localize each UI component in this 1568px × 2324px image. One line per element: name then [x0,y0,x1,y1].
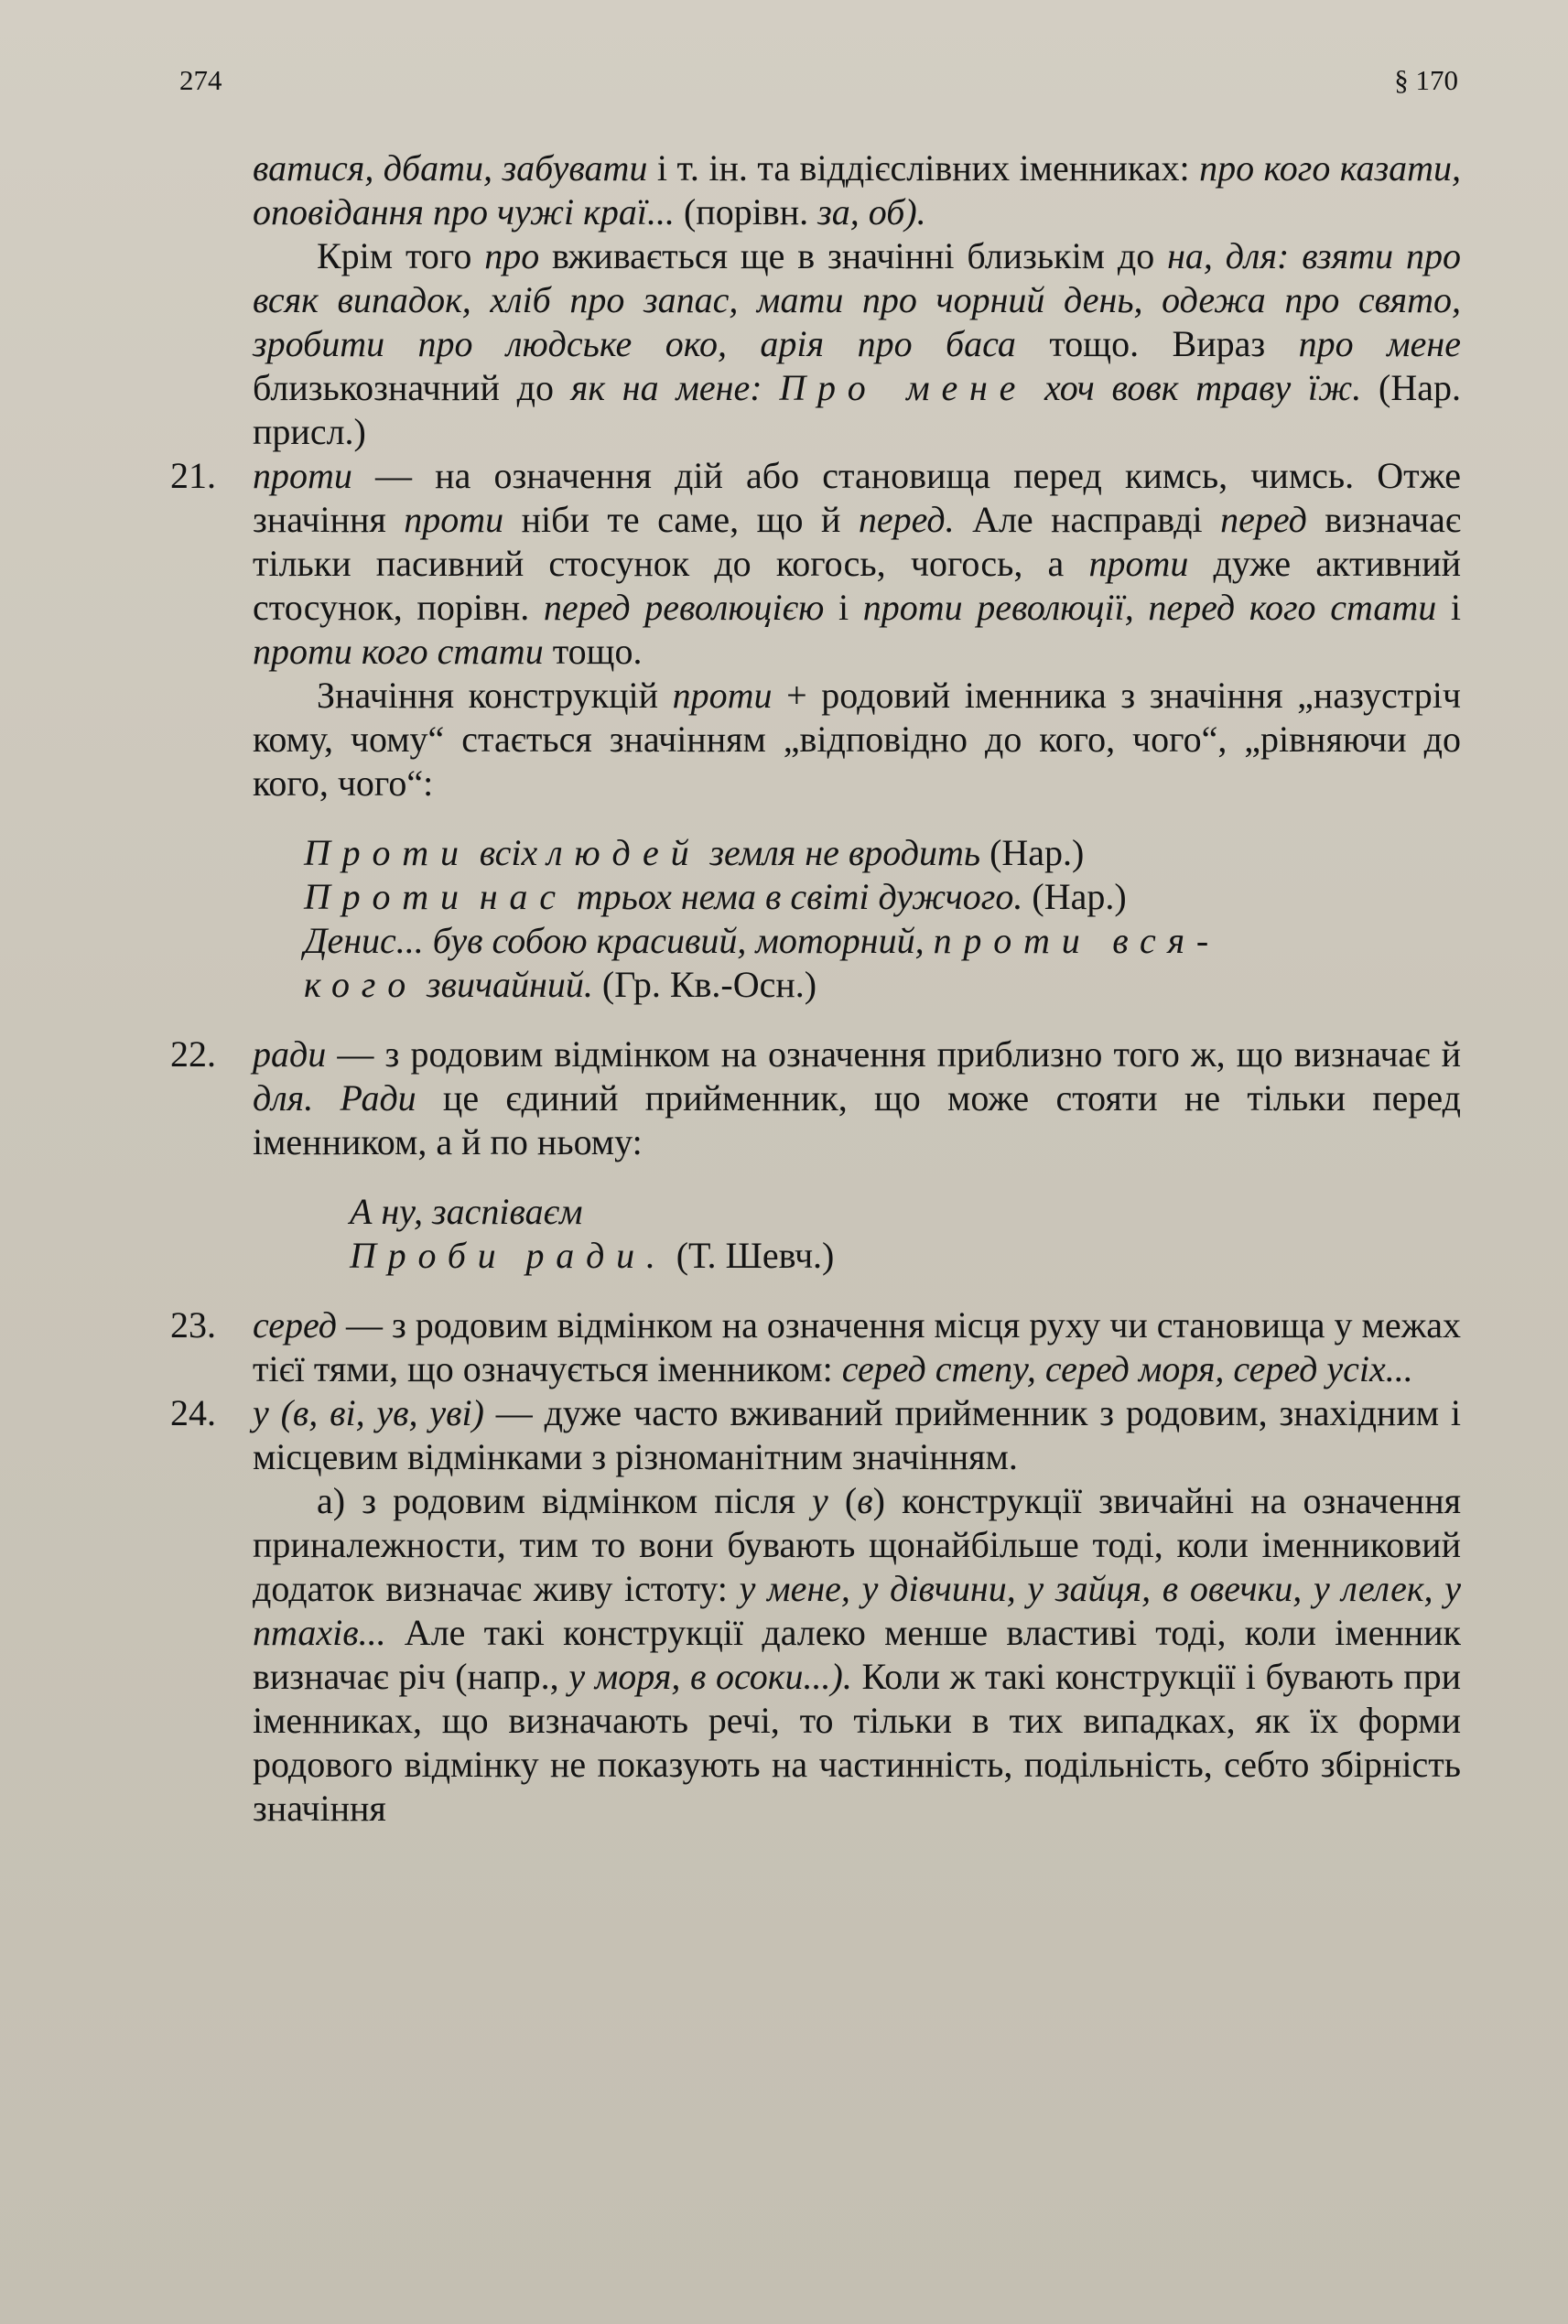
quote-block-radi [350,1190,1461,1278]
item-number: 23. [170,1304,216,1346]
page-body [170,146,1462,1831]
paragraph-u-genitive: а) з родовим відмінком після у (в) конструкції звичайні на означення приналежности, тим то вони бувають щонайбільше тоді, коли іменниковий додаток визначає живу істоту: у мене, у дівчини, у зайця, в овечки, у лелек, у птахів... Але такі конструкції далеко менше властиві тоді, коли іменник визначає річ (напр., у моря, в осоки...). Коли ж такі конструкції і бувають при іменниках, що визначають речі, то тільки в тих випадках, як їх форми родового відмінку не показують на частинність, подільність, себто збірність значіння [253,1480,1462,1829]
item-number: 21. [170,455,216,496]
quote-line: Проби ради. (Т. Шевч.) [350,1235,835,1276]
list-item-22: 22. ради — з родовим відмінком на означення приблизно того ж, що визначає й для. Ради це єдиний прийменник, що може стояти не тільки перед іменником, а й по ньому: [170,1033,1461,1162]
list-item-21: 21. проти — на означення дій або становища перед кимсь, чимсь. Отже значіння проти ніби те саме, що й перед. Але насправді перед визначає тільки пасивний стосунок до когось, чогось, а проти дуже активний стосунок, порівн. перед революцією і проти революції, перед кого стати і проти кого стати тощо. [170,455,1462,672]
quote-line: Проти всіх людей земля не вродить (Нар.) [304,832,1085,873]
quote-line: Проти нас трьох нема в світі дужчого. (Нар.) [304,876,1127,917]
list-item-24: 24. у (в, ві, ув, уві) — дуже часто вживаний прийменник з родовим, знахідним і місцевим відмінками з різноманітним значінням. [170,1392,1461,1477]
quote-line: Денис... був собою красивий, моторний, проти вся- [304,920,1221,961]
section-number: § 170 [1394,64,1458,96]
quote-line: А ну, заспіваєм [350,1191,583,1232]
list-item-23: 23. серед — з родовим відмінком на означення місця руху чи становища у межах тієї тями, що означується іменником: серед степу, серед моря, серед усіх... [170,1304,1461,1389]
page-number: 274 [179,64,222,96]
page-header [179,64,1458,97]
item-number: 24. [170,1392,216,1433]
paragraph-pro-meaning: Крім того про вживається ще в значінні близькім до на, для: взяти про всяк випадок, хліб про запас, мати про чорний день, одежа про свято, зробити про людське око, арія про баса тощо. Вираз про мене близькозначний до як на мене: Про мене хоч вовк траву їж. (Нар. присл.) [253,235,1461,452]
quote-line: кого звичайний. (Гр. Кв.-Осн.) [304,964,817,1005]
paragraph-proty-construction: Значіння конструкцій проти + родовий іменника з значіння „назустріч кому, чому“ стається значінням „відповідно до кого, чого“, „рівняючи до кого, чого“: [253,675,1461,804]
item-number: 22. [170,1033,216,1075]
quote-block-proty [304,831,1461,1007]
paragraph-continuation: ватися, дбати, забувати і т. ін. та віддієслівних іменниках: про кого казати, оповідання про чужі краї... (порівн. за, об). [253,147,1461,232]
